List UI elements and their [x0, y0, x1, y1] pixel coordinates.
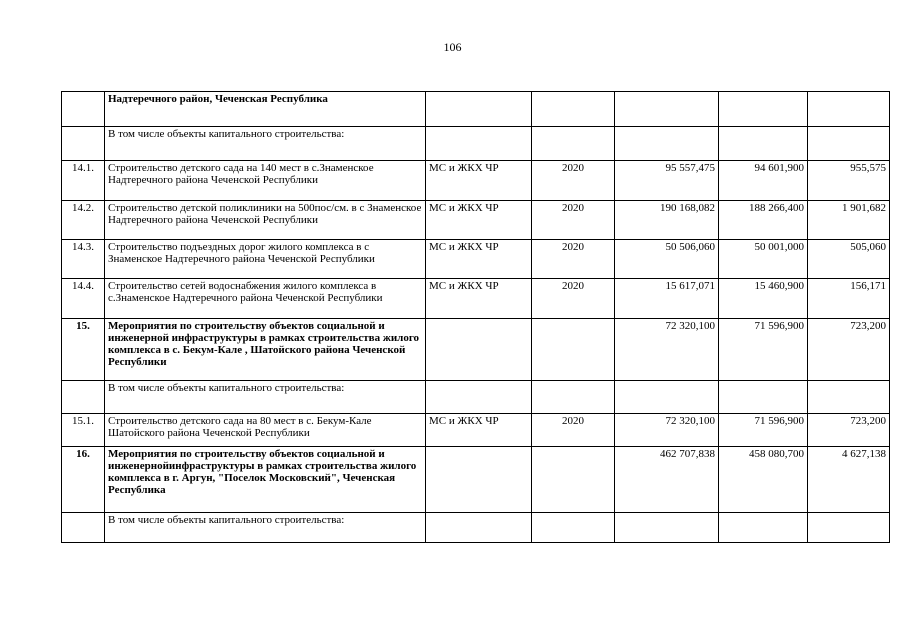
item-name-cell: Надтеречного район, Чеченская Республика: [105, 92, 426, 127]
federal-amount-cell: 458 080,700: [719, 447, 808, 513]
table-row: [62, 201, 890, 240]
item-number-cell: 15.: [62, 319, 105, 381]
executor-cell: [426, 127, 532, 161]
table-body: [62, 92, 890, 543]
executor-cell: МС и ЖКХ ЧР: [426, 240, 532, 279]
republic-amount-cell: 723,200: [808, 319, 890, 381]
item-name-cell: Мероприятия по строительству объектов социальной и инженерной инфраструктуры в рамках строительства жилого комплекса в с. Бекум-Кале , Шатойского района Чеченской Республики: [105, 319, 426, 381]
table-row: [62, 92, 890, 127]
executor-cell: [426, 381, 532, 414]
executor-cell: МС и ЖКХ ЧР: [426, 161, 532, 201]
item-name-cell: Строительство сетей водоснабжения жилого комплекса в с.Знаменское Надтеречного района Чеченской Республики: [105, 279, 426, 319]
republic-amount-cell: 505,060: [808, 240, 890, 279]
program-table: [61, 91, 890, 543]
item-name-cell: В том числе объекты капитального строительства:: [105, 127, 426, 161]
item-name-cell: В том числе объекты капитального строительства:: [105, 381, 426, 414]
item-name-cell: Строительство детской поликлиники на 500пос/см. в с Знаменское Надтеречного района Чеченской Республики: [105, 201, 426, 240]
federal-amount-cell: 50 001,000: [719, 240, 808, 279]
year-cell: 2020: [532, 201, 615, 240]
republic-amount-cell: [808, 381, 890, 414]
republic-amount-cell: [808, 92, 890, 127]
item-name-cell: Строительство подъездных дорог жилого комплекса в с Знаменское Надтеречного района Чеченской Республики: [105, 240, 426, 279]
page-number: 106: [443, 40, 462, 54]
table-row: [62, 127, 890, 161]
item-name-cell: Строительство детского сада на 80 мест в с. Бекум-Кале Шатойского района Чеченской Республики: [105, 414, 426, 447]
federal-amount-cell: 71 596,900: [719, 319, 808, 381]
total-amount-cell: 462 707,838: [615, 447, 719, 513]
year-cell: [532, 381, 615, 414]
item-number-cell: [62, 92, 105, 127]
year-cell: 2020: [532, 279, 615, 319]
total-amount-cell: [615, 127, 719, 161]
republic-amount-cell: 1 901,682: [808, 201, 890, 240]
item-name-cell: Мероприятия по строительству объектов социальной и инженернойинфраструктуры в рамках строительства жилого комплекса в г. Аргун, "Поселок Московский", Чеченская Республика: [105, 447, 426, 513]
executor-cell: МС и ЖКХ ЧР: [426, 279, 532, 319]
item-number-cell: 14.4.: [62, 279, 105, 319]
republic-amount-cell: 156,171: [808, 279, 890, 319]
republic-amount-cell: 723,200: [808, 414, 890, 447]
item-number-cell: 16.: [62, 447, 105, 513]
executor-cell: МС и ЖКХ ЧР: [426, 201, 532, 240]
total-amount-cell: 190 168,082: [615, 201, 719, 240]
federal-amount-cell: [719, 513, 808, 543]
total-amount-cell: 50 506,060: [615, 240, 719, 279]
federal-amount-cell: [719, 127, 808, 161]
item-number-cell: 15.1.: [62, 414, 105, 447]
federal-amount-cell: 94 601,900: [719, 161, 808, 201]
year-cell: [532, 319, 615, 381]
item-name-cell: В том числе объекты капитального строительства:: [105, 513, 426, 543]
year-cell: 2020: [532, 161, 615, 201]
table-row: [62, 279, 890, 319]
total-amount-cell: [615, 513, 719, 543]
total-amount-cell: 72 320,100: [615, 414, 719, 447]
total-amount-cell: [615, 381, 719, 414]
table-row: [62, 240, 890, 279]
republic-amount-cell: [808, 127, 890, 161]
federal-amount-cell: [719, 92, 808, 127]
total-amount-cell: 72 320,100: [615, 319, 719, 381]
item-number-cell: [62, 513, 105, 543]
executor-cell: [426, 92, 532, 127]
table-row: [62, 381, 890, 414]
federal-amount-cell: 71 596,900: [719, 414, 808, 447]
federal-amount-cell: [719, 381, 808, 414]
total-amount-cell: [615, 92, 719, 127]
year-cell: [532, 92, 615, 127]
executor-cell: [426, 513, 532, 543]
republic-amount-cell: 955,575: [808, 161, 890, 201]
item-name-cell: Строительство детского сада на 140 мест в с.Знаменское Надтеречного района Чеченской Республики: [105, 161, 426, 201]
item-number-cell: [62, 127, 105, 161]
total-amount-cell: 95 557,475: [615, 161, 719, 201]
item-number-cell: 14.1.: [62, 161, 105, 201]
year-cell: [532, 447, 615, 513]
federal-amount-cell: 188 266,400: [719, 201, 808, 240]
table-row: [62, 447, 890, 513]
year-cell: [532, 127, 615, 161]
total-amount-cell: 15 617,071: [615, 279, 719, 319]
table-row: [62, 319, 890, 381]
year-cell: 2020: [532, 240, 615, 279]
republic-amount-cell: [808, 513, 890, 543]
table-row: [62, 414, 890, 447]
item-number-cell: [62, 381, 105, 414]
year-cell: 2020: [532, 414, 615, 447]
republic-amount-cell: 4 627,138: [808, 447, 890, 513]
item-number-cell: 14.2.: [62, 201, 105, 240]
year-cell: [532, 513, 615, 543]
table-row: [62, 513, 890, 543]
item-number-cell: 14.3.: [62, 240, 105, 279]
executor-cell: МС и ЖКХ ЧР: [426, 414, 532, 447]
executor-cell: [426, 447, 532, 513]
federal-amount-cell: 15 460,900: [719, 279, 808, 319]
executor-cell: [426, 319, 532, 381]
table-row: [62, 161, 890, 201]
